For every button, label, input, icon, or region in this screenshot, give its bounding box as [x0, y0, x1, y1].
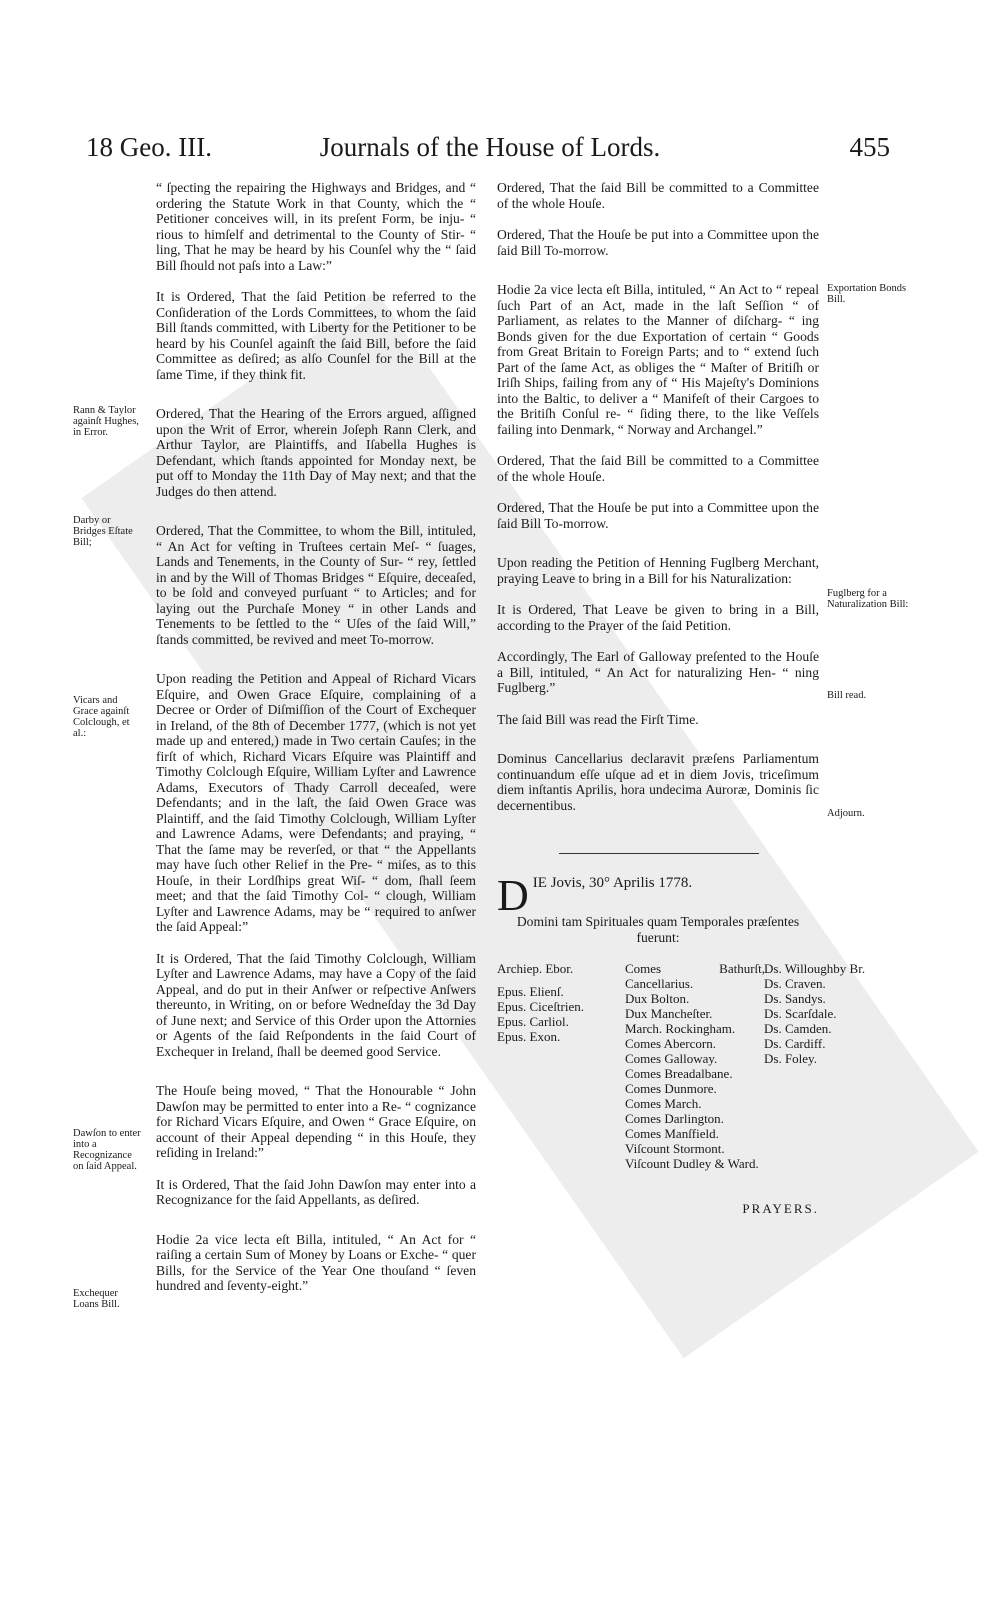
left-column: [156, 180, 476, 1310]
attendee: Comes Dunmore.: [625, 1081, 717, 1096]
paragraph: Hodie 2a vice lecta eſt Billa, intituled, “ An Act for “ raiſing a certain Sum of Money by Loans or Exche- “ quer Bills, for the Service of the Year One thouſand “ ſeven hundred and ſeventy-eight.”: [156, 1231, 476, 1293]
attendee: Epus. Exon.: [497, 1029, 561, 1044]
margin-note-adjourn: Adjourn.: [827, 808, 865, 819]
attendee: Ds. Craven.: [764, 976, 826, 991]
journal-title: Journals of the House of Lords.: [319, 132, 661, 162]
attendee: Ds. Sandys.: [764, 991, 826, 1006]
prayers-heading: PRAYERS.: [742, 1201, 819, 1216]
attendee: Viſcount Dudley & Ward.: [625, 1156, 759, 1171]
paragraph: It is Ordered, That the ſaid John Dawſon may enter into a Recognizance for the ſaid Appellants, as deſired.: [156, 1176, 476, 1207]
paragraph: It is Ordered, That Leave be given to bring in a Bill, according to the Prayer of the ſaid Petition.: [497, 602, 819, 633]
paragraph: Hodie 2a vice lecta eſt Billa, intituled, “ An Act to “ repeal ſuch Part of an Act, made in the laſt Seſſion “ of Parliament, as relates to the Manner of diſcharg- “ ing Bonds given for the due Exportation of certain “ Goods from Great Britain to Foreign Parts; and to “ extend ſuch Part of the ſame Act, as obliges the “ Maſter of Britiſh or Iriſh Ships, failing from any of “ His Majeſty's Dominions into the Baltic, to deliver a “ Manifeſt of their Cargoes to the Britiſh Conſul re- “ ſiding there, to the like Veſſels failing into Denmark, “ Norway and Archangel.”: [497, 282, 819, 437]
paragraph: Ordered, That the Houſe be put into a Committee upon the ſaid Bill To-morrow.: [497, 227, 819, 258]
paragraph: “ ſpecting the repairing the Highways and Bridges, and “ ordering the Statute Work in that County, which the “ Petitioner conceives will, in its preſent Form, be inju- “ rious to himſelf and detrimental to the County of Stir- “ ling, That he may be heard by his Counſel why the “ ſaid Bill ſhould not paſs into a Law:”: [156, 180, 476, 273]
paragraph: Ordered, That the ſaid Bill be committed to a Committee of the whole Houſe.: [497, 453, 819, 484]
attendee: Archiep. Ebor.: [497, 961, 574, 976]
attendee: Comes Bathurſt, Cancellarius.: [625, 961, 765, 991]
attendance-column-barons: [764, 961, 884, 1066]
paragraph: The ſaid Bill was read the Firſt Time.: [497, 711, 699, 727]
attendee: Ds. Foley.: [764, 1051, 817, 1066]
margin-note-darby: Darby or Bridges Eſtate Bill;: [73, 515, 133, 548]
page-header: [0, 132, 992, 172]
paragraph: It is Ordered, That the ſaid Timothy Colclough, William Lyſter and Lawrence Adams, may have a Copy of the ſaid Appeal, and do put in their Anſwer or reſpective Anſwers thereunto, in Writing, on or before Wedneſday the 3d Day of June next; and Service of this Order upon the Attornies or Agents of the ſaid Reſpondents in the ſaid Court of Exchequer in Ireland, ſhall be deemed good Service.: [156, 950, 476, 1059]
attendee: Ds. Camden.: [764, 1021, 832, 1036]
attendee: Dux Mancheſter.: [625, 1006, 713, 1021]
attendee: Comes Galloway.: [625, 1051, 718, 1066]
attendee: Epus. Carliol.: [497, 1014, 569, 1029]
attendee: Ds. Willoughby Br.: [764, 961, 866, 976]
attendee: Comes Breadalbane.: [625, 1066, 733, 1081]
attendee: Ds. Cardiff.: [764, 1036, 826, 1051]
attendance-column-spiritual: [497, 961, 617, 1044]
attendee: Comes Darlington.: [625, 1111, 724, 1126]
attendee: Comes Abercorn.: [625, 1036, 716, 1051]
paragraph: Upon reading the Petition and Appeal of Richard Vicars Eſquire, and Owen Grace Eſquire, complaining of a Decree or Order of Diſmiſſion of the Court of Exchequer in Ireland, of the 8th of December 1777, (which is not yet made up and entered,) made in Two certain Cauſes; in the firſt of which, Richard Vicars Eſquire was Plaintiff and Timothy Colclough Eſquire, William Lyſter and Lawrence Adams, Executors of Thady Carroll deceaſed, were Defendants; and in the laſt, the ſaid Owen Grace was Plaintiff, and the ſaid Timothy Colclough, William Lyſter and Lawrence Adams, were Defendants; and praying, “ That the ſame may be reverſed, or that “ the Appellants may have ſuch other Relief in the Pre- “ miſes, as to this Houſe, in their Lordſhips great Wiſ- “ dom, ſhall ſeem meet; and that the ſaid Timothy Col- “ clough, William Lyſter and Lawrence Adams, may be “ required to anſwer the ſaid Appeal:”: [156, 671, 476, 934]
margin-note-rann: Rann & Taylor againſt Hughes, in Error.: [73, 405, 139, 438]
paragraph: Accordingly, The Earl of Galloway preſented to the Houſe a Bill, intituled, “ An Act for naturalizing Hen- “ ning Fuglberg.”: [497, 649, 819, 695]
paragraph: It is Ordered, That the ſaid Petition be referred to the Conſideration of the Lords Committees, to whom the ſaid Bill ſtands committed, with Liberty for the Petitioner to be heard by his Counſel againſt the ſaid Bill, before the ſaid Committee as deſired; as alſo Counſel for the Bill at the ſame Time, if they think fit.: [156, 289, 476, 382]
day-heading-text: IE Jovis, 30° Aprilis 1778.: [532, 875, 693, 891]
regnal-year: 18 Geo. III.: [86, 132, 212, 162]
margin-note-exportation: Exportation Bonds Bill.: [827, 283, 907, 305]
paragraph: Ordered, That the Houſe be put into a Committee upon the ſaid Bill To-morrow.: [497, 500, 819, 531]
attendee: Viſcount Stormont.: [625, 1141, 725, 1156]
paragraph: Ordered, That the Hearing of the Errors argued, aſſigned upon the Writ of Error, wherein Joſeph Rann Clerk, and Arthur Taylor, are Plaintiffs, and Iſabella Hughes is Defendant, which ſtands appointed for Monday next, be put off to Monday the 11th Day of May next; and that the Judges do then attend.: [156, 406, 476, 499]
attendee: March. Rockingham.: [625, 1021, 736, 1036]
margin-note-bill-read: Bill read.: [827, 690, 867, 701]
attendee: Ds. Scarſdale.: [764, 1006, 837, 1021]
section-divider: [559, 853, 759, 854]
paragraph: Dominus Cancellarius declaravit præſens Parliamentum continuandum eſſe uſque ad et in diem Jovis, triceſimum diem inſtantis Aprilis, hora undecima Auroræ, Dominis ſic decernentibus.: [497, 751, 819, 813]
attendee: Comes March.: [625, 1096, 702, 1111]
margin-note-fuglberg: Fuglberg for a Naturalization Bill:: [827, 588, 909, 610]
attendee: Comes Manſfield.: [625, 1126, 719, 1141]
margin-note-dawson: Dawſon to enter into a Recognizance on ſaid Appeal.: [73, 1128, 141, 1172]
paragraph: Ordered, That the Committee, to whom the Bill, intituled, “ An Act for veſting in Truſtees certain Meſ- “ ſuages, Lands and Tenements, in the County of Sur- “ rey, ſettled in and by the Will of Thomas Bridges “ Eſquire, deceaſed, to be ſold and conveyed purſuant “ to Articles; and for laying out the Purchaſe Money “ in other Lands and Tenements to be ſettled to the “ Uſes of the ſaid Will,” ſtands committed, be revived and meet To-morrow.: [156, 523, 476, 647]
paragraph: Ordered, That the ſaid Bill be committed to a Committee of the whole Houſe.: [497, 180, 819, 211]
paragraph: The Houſe being moved, “ That the Honourable “ John Dawſon may be permitted to enter into a Re- “ cognizance for Richard Vicars Eſquire, and Owen “ Grace Eſquire, on account of their Appeal depending “ in this Houſe, they reſiding in Ireland:”: [156, 1083, 476, 1160]
margin-note-exchequer: Exchequer Loans Bill.: [73, 1288, 120, 1310]
attendance-column-temporal: [625, 961, 765, 1171]
paragraph: Upon reading the Petition of Henning Fuglberg Merchant, praying Leave to bring in a Bill for his Naturalization:: [497, 555, 819, 586]
attendee: Epus. Elienſ.: [497, 984, 564, 999]
attendance-list: [497, 961, 866, 1171]
margin-note-vicars: Vicars and Grace againſt Colclough, et al.:: [73, 695, 130, 739]
page-number: 455: [849, 132, 890, 162]
attendee: Epus. Ciceſtrien.: [497, 999, 585, 1014]
attendance-heading: Domini tam Spirituales quam Temporales præſentes fuerunt:: [516, 914, 800, 945]
attendee: Dux Bolton.: [625, 991, 690, 1006]
drop-cap: D: [497, 871, 529, 920]
day-heading: [497, 871, 819, 920]
